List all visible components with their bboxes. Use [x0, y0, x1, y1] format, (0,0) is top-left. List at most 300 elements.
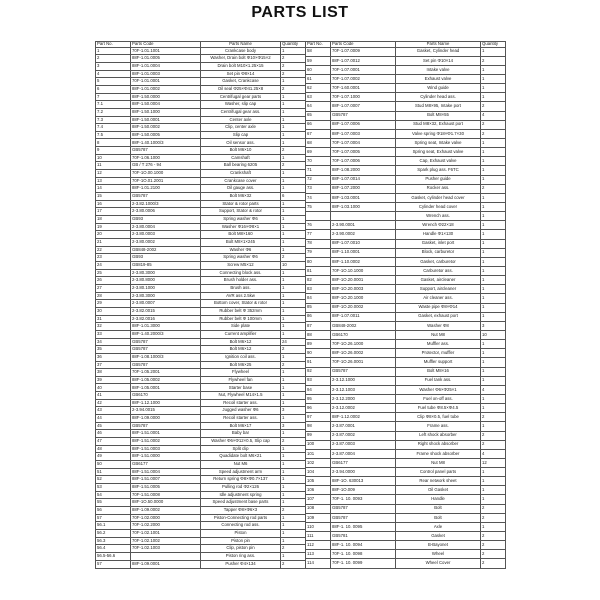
table-row	[306, 303, 506, 312]
table-row	[96, 392, 306, 400]
quantity-cell: 1	[281, 216, 306, 224]
parts-name-cell: Wheel	[396, 550, 481, 559]
parts-code-cell: GB / T 276 - 94	[131, 162, 201, 170]
quantity-cell: 1	[481, 202, 506, 211]
table-row	[96, 484, 306, 492]
quantity-cell: 2	[281, 162, 306, 170]
table-row	[96, 468, 306, 476]
part-no-cell: 113	[306, 550, 331, 559]
part-no-cell: 63	[306, 93, 331, 102]
table-row	[306, 431, 506, 440]
table-row	[306, 184, 506, 193]
parts-code-cell: 88F-1.07.0014	[331, 175, 396, 184]
quantity-cell: 2	[481, 120, 506, 129]
parts-code-cell: 2-3.12.0002	[331, 404, 396, 413]
quantity-cell: 1	[481, 367, 506, 376]
parts-code-cell: 88F-1.07.0003	[331, 129, 396, 138]
parts-code-cell: 70F-1.51.0008	[131, 491, 201, 499]
quantity-cell: 1	[481, 303, 506, 312]
quantity-cell: 1	[281, 468, 306, 476]
quantity-cell: 1	[481, 239, 506, 248]
parts-name-cell: Gasket	[396, 532, 481, 541]
quantity-cell: 4	[481, 449, 506, 458]
quantity-cell: 1	[481, 166, 506, 175]
quantity-cell: 1	[281, 78, 306, 86]
quantity-cell: 1	[481, 294, 506, 303]
quantity-cell: 1	[281, 399, 306, 407]
quantity-cell: 1	[281, 300, 306, 308]
parts-name-cell: Waste pipe Φ8×Φ14	[396, 303, 481, 312]
part-no-cell: 28	[96, 292, 131, 300]
parts-code-cell: GB848-2002	[331, 321, 396, 330]
parts-code-cell: 2-3.80.0003	[131, 231, 201, 239]
table-row	[96, 170, 306, 178]
parts-name-cell: Oil seal Φ25×Φ41.25×8	[201, 85, 281, 93]
part-no-cell	[306, 212, 331, 221]
table-row	[306, 358, 506, 367]
table-row	[306, 166, 506, 175]
part-no-cell: 32	[96, 323, 131, 331]
part-no-cell: 45	[96, 422, 131, 430]
quantity-cell: 2	[281, 346, 306, 354]
parts-code-cell: 70F-1. 10. 0093	[331, 495, 396, 504]
part-no-cell: 76	[306, 221, 331, 230]
parts-name-cell: Bolt M6×12	[201, 338, 281, 346]
part-no-cell: 7.4	[96, 124, 131, 132]
parts-code-cell: 88F-1.07.0007	[331, 102, 396, 111]
parts-code-cell: GB5787	[131, 193, 201, 201]
part-no-cell: 53	[96, 484, 131, 492]
parts-name-cell: Set pin Φ10×14	[396, 56, 481, 65]
quantity-cell: 1	[281, 154, 306, 162]
table-row	[96, 499, 306, 507]
quantity-cell: 1	[281, 323, 306, 331]
table-row	[96, 269, 306, 277]
table-row	[306, 385, 506, 394]
quantity-cell: 4	[481, 385, 506, 394]
parts-name-cell: Oil gauge ass.	[201, 185, 281, 193]
table-row	[306, 495, 506, 504]
parts-code-cell: 70F-1.07.0005	[331, 148, 396, 157]
part-no-cell: 100	[306, 440, 331, 449]
quantity-cell: 1	[481, 175, 506, 184]
parts-code-cell: 2-3.82.0016	[131, 315, 201, 323]
parts-code-cell: GB6170	[131, 392, 201, 400]
part-no-cell: 72	[306, 175, 331, 184]
part-no-cell: 101	[306, 449, 331, 458]
parts-name-cell: Protector, muffler	[396, 349, 481, 358]
parts-code-cell: 88F-1.08.1000/3	[131, 353, 201, 361]
part-no-cell: 2	[96, 55, 131, 63]
table-row	[306, 120, 506, 129]
parts-name-cell: Bolt	[396, 504, 481, 513]
table-row	[96, 415, 306, 423]
parts-name-cell: Washer, slip cap	[201, 101, 281, 109]
parts-code-cell: 88F-1.03.0001	[331, 193, 396, 202]
quantity-cell: 3	[281, 407, 306, 415]
part-no-cell: 87	[306, 321, 331, 330]
part-no-cell: 16	[96, 200, 131, 208]
parts-code-cell: 88F-1O.20.0002	[331, 303, 396, 312]
quantity-cell: 12	[481, 458, 506, 467]
parts-code-cell: 88F-1O.50.0000	[131, 499, 201, 507]
quantity-cell: 1	[281, 415, 306, 423]
parts-name-cell: Jugged washer Φ6	[201, 407, 281, 415]
part-no-cell: 58	[306, 47, 331, 56]
quantity-cell: 1	[281, 537, 306, 545]
parts-code-cell: GB5781	[331, 532, 396, 541]
table-row	[306, 276, 506, 285]
quantity-cell: 1	[481, 230, 506, 239]
part-no-cell: 83	[306, 285, 331, 294]
parts-name-cell: Control panel parts	[396, 468, 481, 477]
quantity-cell: 6	[281, 193, 306, 201]
part-no-cell: 68	[306, 139, 331, 148]
table-row	[96, 139, 306, 147]
quantity-cell: 2	[281, 506, 306, 514]
table-row	[96, 131, 306, 139]
table-row	[96, 300, 306, 308]
quantity-cell: 1	[281, 223, 306, 231]
parts-name-cell: Rubber belt Φ 100mm	[201, 315, 281, 323]
table-row	[96, 537, 306, 545]
part-no-cell: 49	[96, 453, 131, 461]
parts-code-cell: 2-3.80.3000	[131, 269, 201, 277]
parts-name-cell: Frame shock absorber	[396, 449, 481, 458]
quantity-cell: 2	[481, 184, 506, 193]
table-row	[96, 55, 306, 63]
part-no-cell: 102	[306, 458, 331, 467]
parts-code-cell: 88F-1.09.0002	[131, 506, 201, 514]
parts-name-cell: Quadidate bolt M6×21	[201, 453, 281, 461]
parts-code-cell: 88F-1.07.2000	[331, 184, 396, 193]
parts-code-cell: 88F-1.50.0000	[131, 93, 201, 101]
parts-name-cell: Intake valve	[396, 65, 481, 74]
parts-code-cell: 70F-1O.26.1000	[331, 340, 396, 349]
table-row	[306, 321, 506, 330]
table-row	[96, 506, 306, 514]
table-row	[306, 367, 506, 376]
parts-code-cell: 70F-1.01.0001	[131, 78, 201, 86]
parts-code-cell: 2-3.12.2000	[331, 394, 396, 403]
quantity-cell: 1	[281, 124, 306, 132]
parts-code-cell: 2-3.87.0003	[331, 440, 396, 449]
quantity-cell: 1	[281, 552, 306, 560]
table-row	[306, 440, 506, 449]
parts-code-cell: 88F-1.50.1000	[131, 108, 201, 116]
parts-code-cell: 88F-1O.20.0003	[331, 285, 396, 294]
part-no-cell: 107	[306, 495, 331, 504]
part-no-cell: 111	[306, 532, 331, 541]
table-row	[306, 75, 506, 84]
part-no-cell: 78	[306, 239, 331, 248]
part-no-cell: 41	[96, 392, 131, 400]
parts-name-cell: Fuel tube Φ8.5×Φ4.5	[396, 404, 481, 413]
parts-name-cell: Cylinder head cover	[396, 202, 481, 211]
parts-code-cell: 2-3.80.0006	[131, 208, 201, 216]
parts-name-cell: Spring seat, Exhaust valve	[396, 148, 481, 157]
parts-code-cell: GB848-2002	[131, 246, 201, 254]
quantity-cell: 3	[481, 321, 506, 330]
parts-name-cell: Recoil starter ass.	[201, 399, 281, 407]
parts-code-cell: 70F-1.02.1002	[131, 537, 201, 545]
parts-code-cell: 88F-1.01.0003	[131, 70, 201, 78]
table-row	[96, 461, 306, 469]
part-no-cell: 62	[306, 84, 331, 93]
parts-code-cell: 88F-1.51.0000	[131, 453, 201, 461]
parts-name-cell: Side plate	[201, 323, 281, 331]
parts-code-cell: 88F-1.09.0000	[131, 415, 201, 423]
table-row	[306, 349, 506, 358]
part-no-cell: 112	[306, 541, 331, 550]
parts-name-cell: Washer Φ6×Φ12×0.5, Slip cap	[201, 438, 281, 446]
parts-code-cell: 2-3.94.0000	[331, 468, 396, 477]
parts-name-cell: Wrench Φ22×18	[396, 221, 481, 230]
parts-name-cell: Spring seat, Intake valve	[396, 139, 481, 148]
parts-code-cell: 88F-1.07.0010	[331, 239, 396, 248]
parts-name-cell: Stud M8×32, Exhaust port	[396, 120, 481, 129]
table-row	[306, 422, 506, 431]
parts-code-cell: 70F-1O.10.1000	[331, 266, 396, 275]
parts-code-cell: 88F-1.51.0001	[131, 430, 201, 438]
table-row	[306, 477, 506, 486]
part-no-cell: 51	[96, 468, 131, 476]
parts-name-cell: Bolt	[396, 513, 481, 522]
part-no-cell: 15	[96, 193, 131, 201]
header-parts-code: Parts Code	[331, 42, 396, 48]
table-row	[96, 522, 306, 530]
quantity-cell: 1	[281, 269, 306, 277]
parts-code-cell: 2-3.82.1000/3	[131, 200, 201, 208]
part-no-cell: 14	[96, 185, 131, 193]
part-no-cell: 95	[306, 394, 331, 403]
parts-name-cell: Starter base	[201, 384, 281, 392]
table-row	[96, 292, 306, 300]
part-no-cell: 70	[306, 157, 331, 166]
parts-code-cell: 70F-1.07.0009	[331, 47, 396, 56]
parts-code-cell: 70F-1. 10. 0099	[331, 559, 396, 569]
parts-name-cell: Bolt M8×16	[396, 367, 481, 376]
parts-name-cell: Carburetor ass.	[396, 266, 481, 275]
parts-code-cell: 2-3.80.0004	[131, 223, 201, 231]
part-no-cell: 56.3	[96, 537, 131, 545]
parts-code-cell: 88F-1.10.0001	[331, 248, 396, 257]
parts-code-cell: 88F-1.01.3000	[131, 323, 201, 331]
table-row	[96, 422, 306, 430]
parts-code-cell: 88F-1.50.0001	[131, 116, 201, 124]
table-row	[306, 486, 506, 495]
table-row	[306, 212, 506, 221]
parts-code-cell: 88F-1.40.1000/3	[131, 139, 201, 147]
header-quantity: Quantity	[481, 42, 506, 48]
table-row	[306, 84, 506, 93]
parts-name-cell: Bolt M6×25	[201, 361, 281, 369]
table-row	[96, 491, 306, 499]
quantity-cell: 1	[481, 358, 506, 367]
parts-code-cell: GB819-85	[131, 261, 201, 269]
parts-code-cell: 2-3.94.0015	[131, 407, 201, 415]
quantity-cell: 2	[481, 129, 506, 138]
quantity-cell: 2	[281, 438, 306, 446]
quantity-cell: 2	[481, 56, 506, 65]
parts-code-cell: 70F-1.07.1000	[331, 93, 396, 102]
table-row	[306, 248, 506, 257]
quantity-cell: 1	[281, 292, 306, 300]
part-no-cell: 37	[96, 361, 131, 369]
table-row	[96, 254, 306, 262]
quantity-cell: 1	[481, 47, 506, 56]
parts-code-cell: 88F-1.51.0002	[131, 438, 201, 446]
parts-code-cell: 2-3.80.3000	[131, 292, 201, 300]
parts-name-cell: Bolt M6×32	[201, 193, 281, 201]
quantity-cell: 1	[481, 75, 506, 84]
quantity-cell: 1	[481, 486, 506, 495]
part-no-cell: 44	[96, 415, 131, 423]
parts-code-cell: 88F-1.03.1000	[331, 202, 396, 211]
quantity-cell: 1	[281, 47, 306, 55]
parts-code-cell: 70F-1.60.0001	[331, 84, 396, 93]
table-row	[306, 221, 506, 230]
quantity-cell: 1	[481, 84, 506, 93]
part-no-cell: 7	[96, 93, 131, 101]
part-no-cell: 85	[306, 303, 331, 312]
table-row	[96, 116, 306, 124]
parts-code-cell: 88F-1.01.2100	[131, 185, 201, 193]
parts-name-cell: Crankcase body	[201, 47, 281, 55]
table-row	[96, 384, 306, 392]
parts-code-cell: 2-3.12.1000	[331, 376, 396, 385]
part-no-cell: 7.3	[96, 116, 131, 124]
part-no-cell: 54	[96, 491, 131, 499]
part-no-cell: 60	[306, 65, 331, 74]
quantity-cell: 1	[481, 468, 506, 477]
table-row	[96, 93, 306, 101]
table-row	[96, 200, 306, 208]
parts-code-cell: GB5787	[131, 346, 201, 354]
part-no-cell: 43	[96, 407, 131, 415]
parts-name-cell: Flywheel	[201, 369, 281, 377]
parts-name-cell: AVR ass 2.5kw	[201, 292, 281, 300]
quantity-cell: 1	[281, 239, 306, 247]
quantity-cell: 1	[481, 266, 506, 275]
quantity-cell: 1	[281, 246, 306, 254]
part-no-cell: 50	[96, 461, 131, 469]
parts-name-cell: Bolt M8×1×245	[201, 239, 281, 247]
parts-code-cell: 70F-1O.01.2001	[131, 177, 201, 185]
table-row	[306, 257, 506, 266]
quantity-cell: 2	[281, 62, 306, 70]
parts-name-cell: Left shock absorber	[396, 431, 481, 440]
part-no-cell: 97	[306, 413, 331, 422]
quantity-cell: 2	[281, 254, 306, 262]
table-row	[96, 284, 306, 292]
table-row	[306, 111, 506, 120]
parts-name-cell: Bolt M8×160	[201, 231, 281, 239]
parts-name-cell: Screw M5×12	[201, 261, 281, 269]
quantity-cell: 1	[481, 139, 506, 148]
table-row	[306, 230, 506, 239]
part-no-cell: 94	[306, 385, 331, 394]
part-no-cell: 93	[306, 376, 331, 385]
part-no-cell: 9	[96, 147, 131, 155]
parts-code-cell: 70F-1.05.2001	[131, 369, 201, 377]
part-no-cell: 19	[96, 223, 131, 231]
parts-name-cell: Pusher guide	[396, 175, 481, 184]
table-row	[96, 239, 306, 247]
quantity-cell: 2	[281, 361, 306, 369]
quantity-cell: 1	[481, 285, 506, 294]
part-no-cell: 1	[96, 47, 131, 55]
parts-code-cell: GB93	[131, 254, 201, 262]
parts-name-cell: Valve spring Φ18×Φ1.7×30	[396, 129, 481, 138]
table-row	[96, 261, 306, 269]
parts-name-cell: Spring washer Φ6	[201, 216, 281, 224]
part-no-cell: 91	[306, 358, 331, 367]
table-row	[96, 361, 306, 369]
table-row	[96, 407, 306, 415]
table-row	[306, 340, 506, 349]
parts-code-cell: 88F-1.12.1000	[131, 399, 201, 407]
header-parts-name: Parts Name	[396, 42, 481, 48]
parts-name-cell: Slip cap	[201, 131, 281, 139]
table-row	[96, 101, 306, 109]
parts-name-cell: Centrifugal gear parts	[201, 93, 281, 101]
table-row	[306, 449, 506, 458]
part-no-cell: 64	[306, 102, 331, 111]
table-row	[306, 413, 506, 422]
quantity-cell: 1	[481, 221, 506, 230]
quantity-cell: 24	[281, 338, 306, 346]
table-row	[306, 294, 506, 303]
table-row	[96, 85, 306, 93]
table-row	[306, 239, 506, 248]
parts-code-cell: 70F-1O.00.1000	[131, 170, 201, 178]
parts-name-cell: Oil Gasket	[396, 486, 481, 495]
parts-name-cell: Crankcase cover	[201, 177, 281, 185]
part-no-cell: 56.2	[96, 529, 131, 537]
parts-name-cell: Washer Φ6×Φ25×1	[396, 385, 481, 394]
parts-code-cell: GB6170	[331, 330, 396, 339]
part-no-cell: 23	[96, 254, 131, 262]
quantity-cell: 1	[281, 108, 306, 116]
quantity-cell: 10	[281, 261, 306, 269]
parts-name-cell: Frame ass.	[396, 422, 481, 431]
part-no-cell: 74	[306, 193, 331, 202]
quantity-cell: 2	[481, 440, 506, 449]
parts-code-cell: 2-3.90.0002	[331, 230, 396, 239]
parts-code-cell: GB5787	[331, 367, 396, 376]
quantity-cell: 2	[481, 413, 506, 422]
table-row	[96, 315, 306, 323]
part-no-cell: 34	[96, 338, 131, 346]
part-no-cell: 73	[306, 184, 331, 193]
table-row	[96, 445, 306, 453]
parts-code-cell: GB93	[131, 216, 201, 224]
quantity-cell: 2	[481, 513, 506, 522]
parts-name-cell: Right shock absorber	[396, 440, 481, 449]
parts-name-cell: Wheel Cover	[396, 559, 481, 569]
table-row	[96, 162, 306, 170]
parts-name-cell: Wrench ass.	[396, 212, 481, 221]
parts-code-cell: 88F-1.01.0002	[131, 85, 201, 93]
part-no-cell: 92	[306, 367, 331, 376]
table-row	[306, 65, 506, 74]
quantity-cell: 2	[281, 545, 306, 553]
parts-name-cell: Ignition coil ass.	[201, 353, 281, 361]
table-row	[306, 175, 506, 184]
quantity-cell: 1	[281, 392, 306, 400]
part-no-cell: 35	[96, 346, 131, 354]
